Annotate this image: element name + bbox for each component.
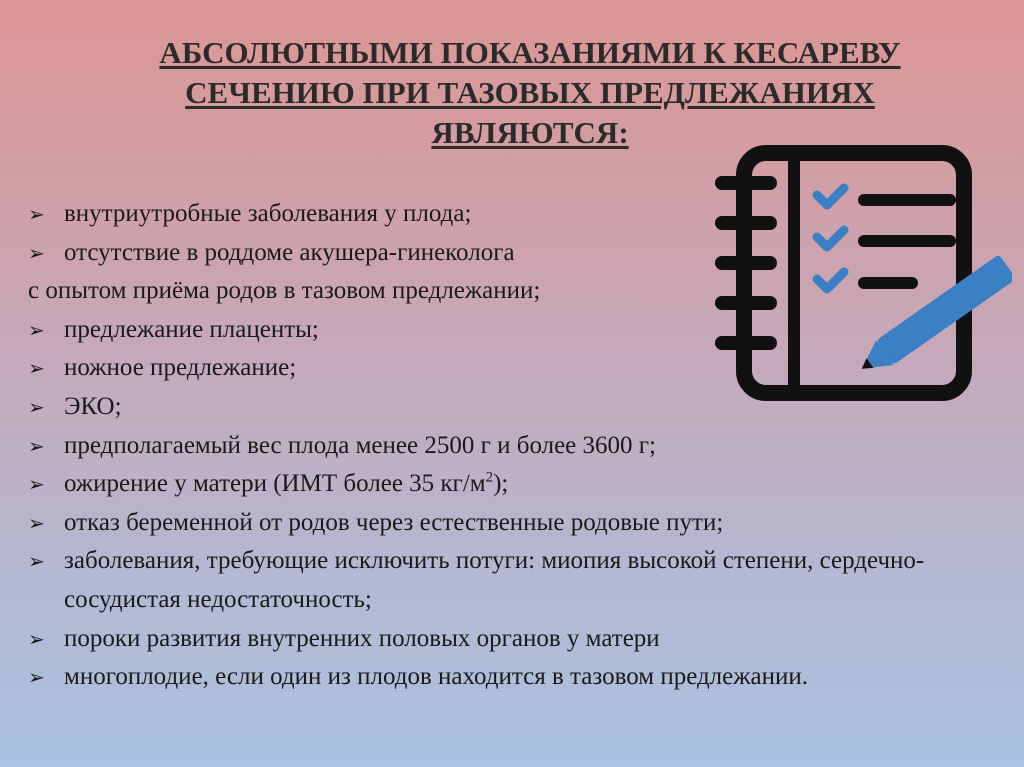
title-line-3: ЯВЛЯЮТСЯ: (431, 115, 629, 150)
bullet-arrow-icon: ➢ (28, 665, 45, 690)
superscript-two: 2 (485, 469, 494, 486)
bullet-arrow-icon: ➢ (28, 626, 45, 651)
list-item: ➢ заболевания, требующие исключить потуги: миопия высокой степени, сердечно-сосудистая недостаточность; (28, 542, 934, 619)
title-line-1: АБСОЛЮТНЫМИ ПОКАЗАНИЯМИ К КЕСАРЕВУ (159, 35, 901, 70)
list-item: ➢ ножное предлежание; (28, 349, 1013, 388)
list-item: ➢ предлежание плаценты; (28, 311, 1013, 350)
bullet-arrow-icon: ➢ (28, 549, 45, 574)
bullet-arrow-icon: ➢ (28, 394, 45, 419)
slide-title (110, 33, 950, 153)
bullet-arrow-icon: ➢ (28, 472, 45, 497)
list-item: ➢ отсутствие в роддоме акушера-гинеколога (28, 234, 1013, 273)
title-line-2: СЕЧЕНИЮ ПРИ ТАЗОВЫХ ПРЕДЛЕЖАНИЯХ (185, 75, 875, 110)
bullet-arrow-icon: ➢ (28, 240, 45, 265)
bullet-arrow-icon: ➢ (28, 356, 45, 381)
list-item-continuation: с опытом приёма родов в тазовом предлежании; (28, 277, 541, 305)
list-item: ➢ отказ беременной от родов через естественные родовые пути; (28, 504, 1013, 543)
bullet-arrow-icon: ➢ (28, 510, 45, 535)
list-item: ➢ предполагаемый вес плода менее 2500 г и более 3600 г; (28, 427, 1013, 466)
list-item: ➢ пороки развития внутренних половых органов у матери (28, 620, 1013, 659)
list-item: ➢ внутриутробные заболевания у плода; (28, 195, 1013, 234)
bullet-arrow-icon: ➢ (28, 317, 45, 342)
bullet-arrow-icon: ➢ (28, 202, 45, 226)
list-item: ➢ ЭКО; (28, 388, 1013, 427)
bullet-arrow-icon: ➢ (28, 433, 45, 458)
list-item: ➢ ожирение у матери (ИМТ более 35 $кг/м^2$); (28, 465, 1013, 504)
list-item: ➢ многоплодие, если один из плодов находится в тазовом предлежании. (28, 658, 1013, 697)
indications-list (28, 195, 1013, 697)
